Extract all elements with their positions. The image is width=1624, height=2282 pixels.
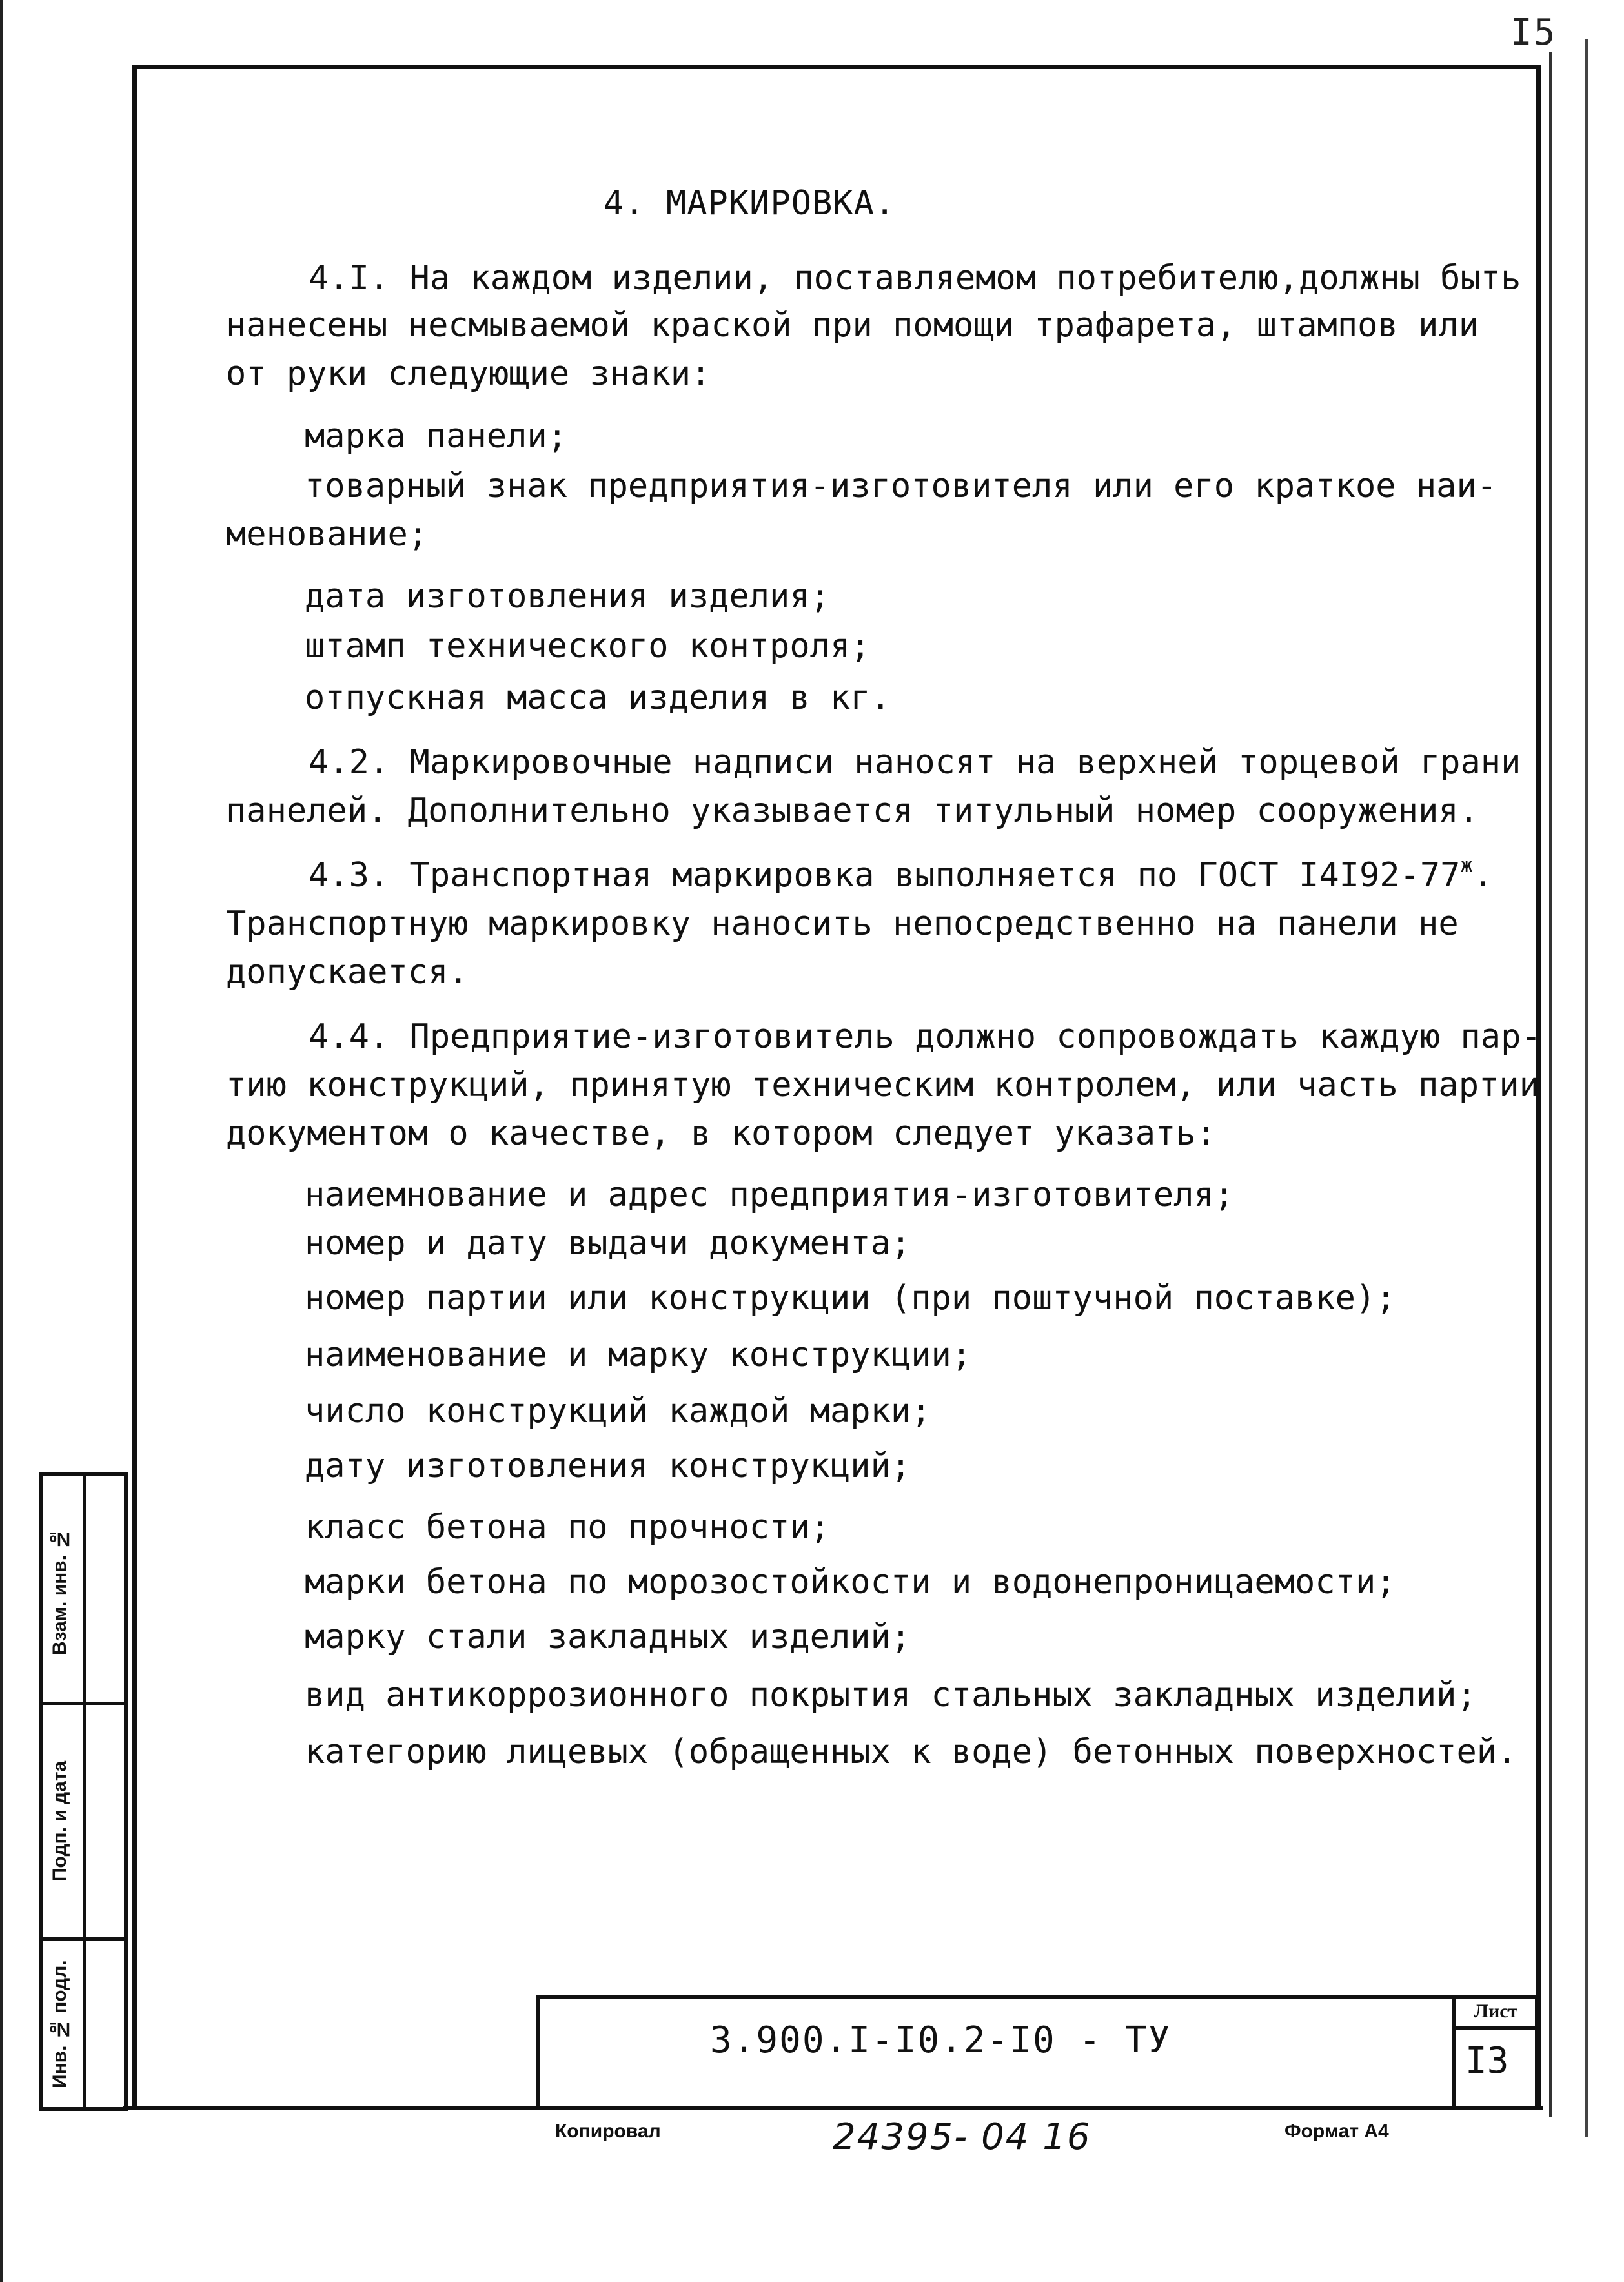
- stamp-row-divider: [43, 1702, 124, 1705]
- stamp-table: [39, 1472, 128, 2111]
- text-line: менование;: [226, 515, 429, 554]
- text-line: тию конструкций, принятую техническим контролем, или часть партии: [226, 1066, 1539, 1105]
- sheet-label: Лист: [1452, 1997, 1539, 2030]
- stamp-column-divider: [83, 1476, 86, 2107]
- text-line: штамп технического контроля;: [305, 627, 871, 666]
- text-line: класс бетона по прочности;: [305, 1508, 830, 1547]
- text-line: 4.I. На каждом изделии, поставляемом потребителю,должны быть: [309, 259, 1521, 298]
- text-line: вид антикоррозионного покрытия стальных закладных изделий;: [305, 1676, 1477, 1715]
- text-line: дату изготовления конструкций;: [305, 1447, 911, 1485]
- text-line: число конструкций каждой марки;: [305, 1392, 931, 1431]
- text-line: марка панели;: [305, 417, 567, 456]
- footer-handwritten-number: 24395- 04 16: [833, 2116, 1091, 2158]
- stamp-label-replace-inv: Взам. инв. №: [49, 1528, 70, 1656]
- text-line: нанесены несмываемой краской при помощи трафарета, штампов или: [226, 306, 1479, 345]
- page-number: I5: [1510, 12, 1557, 54]
- footer-copied-label: Копировал: [555, 2121, 661, 2142]
- sheet-number: I3: [1465, 2040, 1509, 2082]
- scan-right-edge: [1549, 52, 1552, 2117]
- text-line: Транспортную маркировку наносить непосредственно на панели не: [226, 904, 1459, 943]
- text-line: отпускная масса изделия в кг.: [305, 678, 891, 717]
- text-line: номер партии или конструкции (при поштучной поставке);: [305, 1279, 1396, 1318]
- footer-format-label: Формат А4: [1284, 2121, 1389, 2142]
- text-line: от руки следующие знаки:: [226, 354, 711, 393]
- scan-right-edge-outer: [1585, 39, 1588, 2137]
- text-line: дата изготовления изделия;: [305, 577, 830, 616]
- text-line: 4.4. Предприятие-изготовитель должно сопровождать каждую пар-: [309, 1017, 1541, 1056]
- text-line-gost: 4.3. Транспортная маркировка выполняется по ГОСТ $I4I92-77^ж$.: [309, 853, 1494, 895]
- document-code: 3.900.I-I0.2-I0 - ТУ: [710, 2019, 1172, 2061]
- text-line: марку стали закладных изделий;: [305, 1618, 911, 1656]
- text-line: категорию лицевых (обращенных к воде) бетонных поверхностей.: [305, 1733, 1517, 1771]
- stamp-label-inv-orig: Инв. № подл.: [49, 1960, 70, 2089]
- stamp-row-divider: [43, 1937, 124, 1941]
- scan-left-edge: [0, 0, 3, 2282]
- text-line: наиемнование и адрес предприятия-изготовителя;: [305, 1176, 1235, 1214]
- text-line: наименование и марку конструкции;: [305, 1336, 972, 1374]
- text-line: номер и дату выдачи документа;: [305, 1224, 911, 1263]
- text-line: документом о качестве, в котором следует указать:: [226, 1114, 1217, 1153]
- text-line: допускается.: [226, 953, 469, 992]
- gost-superscript: ж: [1460, 853, 1473, 877]
- stamp-label-sign-date: Подп. и дата: [49, 1760, 70, 1882]
- text-line: товарный знак предприятия-изготовителя или его краткое наи-: [305, 467, 1497, 505]
- section-heading: 4. МАРКИРОВКА.: [604, 184, 896, 223]
- text-line: панелей. Дополнительно указывается титульный номер сооружения.: [226, 791, 1479, 830]
- text-line: марки бетона по морозостойкости и водонепроницаемости;: [305, 1563, 1396, 1602]
- text-line: 4.2. Маркировочные надписи наносят на верхней торцевой грани: [309, 743, 1521, 782]
